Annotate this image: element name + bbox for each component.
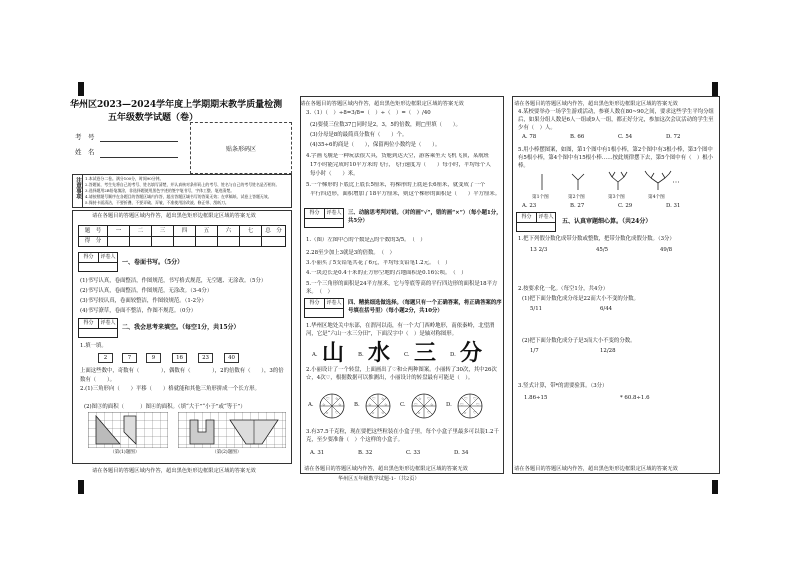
hanzi-option: 三	[414, 340, 437, 366]
spinner-wheel-b	[364, 392, 392, 420]
wheel-label: B.	[354, 402, 360, 408]
grader-reviewer-label: 评卷人	[100, 254, 116, 260]
question-2-2-text: 2.(1)三角形向（ ）平移（ ）格就能和其他三角形拼成一个长方形。	[80, 386, 260, 392]
grader-reviewer-label: 评卷人	[326, 300, 342, 306]
option-letter: A.	[312, 352, 318, 358]
svg-text:☆: ☆	[371, 410, 375, 415]
svg-text:☆: ☆	[368, 402, 372, 407]
score-table-header: 三	[152, 226, 174, 236]
barcode-area	[190, 122, 292, 174]
section1-item: (2)书写认真，卷面整洁，作图规范，无涂改。（3-4分）	[80, 288, 213, 294]
fraction-item: 6/44	[600, 306, 613, 312]
score-cell	[196, 237, 218, 247]
number-box: 40	[224, 353, 239, 363]
svg-text:♡: ♡	[460, 402, 464, 407]
spinner-wheel-d	[456, 392, 484, 420]
svg-text:☆: ☆	[418, 396, 422, 401]
question-4-4: 4.某校要举办一场学生游戏活动，参赛人数在80~90之间，要求这些学生平均分组后，如果分组人数是6人一组或9人一组，都正好分完，参加这次会议活动的学生至少有（ ）人。	[518, 109, 714, 131]
question-5-line: 平行四边形，面积增加了18平方厘米，则这个梯形的面积是（ ）平方厘米。	[310, 191, 501, 197]
grader-box	[78, 252, 118, 272]
question-4-line: 每小时（ ）米。	[310, 171, 359, 177]
option: B. 66	[570, 134, 585, 140]
score-table-header: 题 号	[79, 226, 108, 236]
notice-top-mid: 请在各题目的答题区域内作答，超出黑色矩形边框限定区域的答案无效	[300, 101, 464, 107]
option: D. 31	[666, 203, 681, 209]
hanzi-option: 山	[322, 340, 345, 366]
svg-text:♡: ♡	[473, 410, 477, 415]
figure-label: 第4个图	[648, 195, 665, 200]
notice-bottom-mid: 请在各题目的答题区域内作答，超出黑色矩形边框限定区域的答案无效	[304, 466, 468, 472]
svg-text:☆: ☆	[417, 410, 421, 415]
question-5-3: 3.竖式计算，带*的需要验算。（3分）	[518, 383, 608, 389]
score-table-header: 四	[174, 226, 196, 236]
section1-title: 一、卷面书写。（5分）	[122, 259, 184, 266]
grader-score-label: 得分	[517, 213, 537, 222]
grid-figure-1	[88, 412, 168, 448]
number-box: 7	[122, 353, 137, 363]
notice-bottom-right: 请在各题目的答题区域内作答，超出黑色矩形边框限定区域的答案无效	[514, 466, 678, 472]
notice-top-right: 请在各题目的答题区域内作答，超出黑色矩形边框限定区域的答案无效	[514, 101, 678, 107]
option-letter: D.	[450, 352, 456, 358]
spinner-wheel-a	[318, 392, 346, 420]
option: C. 54	[618, 134, 633, 140]
question-4-line: 17小时能完成时10平方米的飞行，飞行速度为（ ）每小时，平均每个人	[310, 162, 491, 168]
section3-item: 2.28至少加上3就是3的倍数。 （ ）	[306, 250, 395, 256]
calc-item: 1.86÷15	[524, 395, 548, 401]
registration-mark	[78, 82, 84, 96]
question-5-1: 1.把下列假分数化成带分数或整数，把带分数化成假分数。（3分）	[518, 236, 675, 242]
svg-text:☆: ☆	[381, 410, 385, 415]
exam-title: 华州区2023—2024学年度上学期期末教学质量检测	[70, 100, 283, 110]
exam-subtitle: 五年级数学试题（卷）	[108, 113, 199, 123]
svg-text:♡: ♡	[372, 396, 376, 401]
score-table-header: 五	[196, 226, 218, 236]
wheel-label: A.	[308, 402, 314, 408]
svg-text:☆: ☆	[381, 396, 385, 401]
figure-label: 第1个图	[532, 195, 549, 200]
number-box: 23	[198, 353, 213, 363]
wheel-label: D.	[446, 402, 452, 408]
registration-mark	[712, 82, 718, 96]
question-5-2: 2.按要求化一化。（每空1分，共4分）	[518, 286, 609, 292]
grader-reviewer-label: 评卷人	[326, 210, 342, 216]
question-5-2a: (1)把下面分数化成分母是22而大小不变的分数。	[522, 296, 639, 302]
section3-item: 3.小丽买了5支铅笔共花了6元，平均每支铅笔1.2元。 （ ）	[306, 260, 451, 266]
name-label: 姓 名	[75, 148, 95, 156]
hanzi-option: 水	[368, 340, 391, 366]
svg-text:♡: ♡	[427, 410, 431, 415]
svg-text:♡: ♡	[427, 396, 431, 401]
grader-box	[304, 298, 344, 318]
grader-box	[304, 208, 344, 228]
figure-label: 第3个图	[608, 195, 625, 200]
question-3-line: 3.（1）（ ）÷8=3/8=（ ）÷（ ）=（ ）/40	[306, 110, 431, 116]
exam-no-label: 考 号	[75, 133, 95, 141]
grader-box	[516, 212, 556, 232]
figure-label: （第(2)题图）	[212, 450, 242, 455]
question-4-1: 1.华州区地处关中东部，在渭河以南，有一个大门西岭地形，南依秦岭，北望渭河，它是“六山一水三分田”，下面汉字中（ ）是轴对称图形。	[306, 323, 495, 337]
question-4-2: 2.小丽设计了一个转盘，上面画出了♡和☆两种图案。小丽转了30次，其中26次☆，4次♡，根据数据可以推测出，小丽设计的转盘最有可能是（ ）。	[306, 367, 497, 381]
svg-text:♡: ♡	[464, 396, 468, 401]
grader-score-label: 得分	[305, 209, 325, 218]
fraction-item: 12/28	[600, 348, 616, 354]
question-3-line: (3)分母是8的最简真分数有（ ）个。	[310, 132, 408, 138]
instructions-box	[72, 174, 292, 208]
instruction-item: 4.请按照题号顺序在各题目的答题区域内作答，超出答题区域书写的答案无效；在草稿纸、试卷上答题无效。	[85, 194, 272, 199]
option-letter: C.	[404, 352, 410, 358]
fraction-item: 13 2/3	[530, 247, 548, 253]
score-table	[78, 225, 286, 247]
instruction-item: 5.保持卡面清洁，不要折叠、不要弄破、弄皱，不准使用涂改液、修正带、刮纸刀。	[85, 200, 229, 205]
question-4-5: 5.用小棒摆图案，如图，第1个图中有1根小棒，第2个图中有3根小棒，第3个图中有5根小棒，第4个图中有15根小棒……按此规律摆下去，第5个图中有（ ）根小棒。	[518, 147, 714, 169]
instructions-label: 注意事项	[75, 177, 81, 200]
svg-text:♡: ♡	[414, 402, 418, 407]
spinner-wheel-c	[410, 392, 438, 420]
figure-label: 第2个图	[568, 195, 585, 200]
grader-score-label: 得分	[305, 299, 325, 308]
option: B. 32	[358, 450, 373, 456]
score-cell	[130, 237, 152, 247]
option: C. 33	[406, 450, 421, 456]
score-cell	[174, 237, 196, 247]
svg-text:♡: ♡	[335, 410, 339, 415]
question-2-1-text: 上面这些数中，奇数有（ ），偶数有（ ），2的倍数有（ ），3的倍数有（ ）。	[80, 368, 284, 383]
wheel-label: C.	[400, 402, 406, 408]
grader-score-label: 得分	[79, 319, 99, 328]
question-3-line: (4)35÷6的商是（ ），保留两位小数约是（ ）。	[310, 142, 441, 148]
score-cell	[218, 237, 240, 247]
section1-item: (1)书写认真，卷面整洁，作图规范，书写格式规范，无空题、无涂改。（5分）	[80, 278, 267, 284]
page-footer: 华州区五年级数学试题-1-（共2页）	[338, 476, 420, 482]
score-cell	[240, 237, 262, 247]
option: D. 34	[454, 450, 469, 456]
stick-pattern-figure	[530, 170, 680, 192]
grader-reviewer-label: 评卷人	[100, 320, 116, 326]
svg-text:♡: ♡	[326, 396, 330, 401]
score-table-header: 总 分	[265, 228, 282, 234]
name-input[interactable]	[100, 157, 178, 158]
score-table-header: 二	[130, 226, 152, 236]
svg-text:☆: ☆	[430, 402, 434, 407]
score-cell	[152, 237, 174, 247]
section1-item: (4)书写潦草，卷面不整洁，作图不规范。（0分）	[80, 308, 197, 314]
instruction-item: 3.选择题用2B铅笔填涂，非选择题使用黑色字迹的签字笔书写，字体工整、笔迹清楚。	[85, 188, 235, 193]
section4-title: 四、精挑细选做选择。（每题只有一个正确答案，将正确答案的序号填在括号里）（每小题2分，共10分）	[348, 300, 502, 314]
number-box: 9	[146, 353, 161, 363]
instruction-item: 1.本试卷分二卷。满分100分，时间90分钟。	[85, 176, 164, 181]
option: A. 23	[522, 203, 537, 209]
section3-item: 1.（图）左图中○的个数是△的个数的3/5。 （ ）	[306, 237, 426, 243]
option-letter: B.	[358, 352, 364, 358]
svg-text:♡: ♡	[476, 402, 480, 407]
score-table-header: 一	[108, 226, 130, 236]
notice-mid-left: 请在各题目的答题区域内作答，超出黑色矩形边框限定区域的答案无效	[92, 213, 256, 219]
question-2-2-sub: (2)图③的面积（ ）图④的面积。（填“大于”“小于”或“等于”）	[84, 404, 246, 410]
question-5-2b: (2)把下面分数化成分子是3而大小不变的分数。	[522, 338, 636, 344]
option: A. 78	[522, 134, 537, 140]
grader-reviewer-label: 评卷人	[538, 214, 554, 220]
svg-text:♡: ♡	[473, 396, 477, 401]
svg-text:☆: ☆	[463, 410, 467, 415]
exam-no-input[interactable]	[100, 141, 178, 142]
svg-text:☆: ☆	[384, 402, 388, 407]
grader-score-label: 得分	[79, 253, 99, 262]
option: D. 72	[666, 134, 681, 140]
option: C. 29	[618, 203, 633, 209]
section1-item: (3)书写较认真，卷面较整洁，作图较规范。（1-2分）	[80, 298, 207, 304]
svg-text:☆: ☆	[322, 402, 326, 407]
score-cell	[262, 237, 285, 247]
score-cell	[108, 237, 130, 247]
number-box: 2	[98, 353, 113, 363]
question-4-3: 3.有37.5千克粒，现在要把这些粒装在小盒子里，每个小盒子里最多可以装1.2千克，至少要准备（ ）个这样的小盒子。	[306, 429, 499, 443]
instruction-item: 2.答题前，考生先将自己的考号、姓名填写清楚，并认真核对条形码上的考号、姓名与自己的考号姓名是否相符。	[85, 182, 280, 187]
fraction-item: 45/5	[596, 247, 609, 253]
section3-item: 4.一块边长是0.4千米的正方形空地的占地面积是0.16公顷。 （ ）	[306, 270, 467, 276]
barcode-area-label: 贴条形码区	[225, 145, 256, 153]
figure-label: （第(1)题图）	[110, 450, 140, 455]
fraction-item: 5/11	[530, 306, 543, 312]
number-box: 16	[172, 353, 187, 363]
fraction-item: 49/8	[660, 247, 673, 253]
section3-item: 5.一个三角形的面积是24平方厘米，它与等底等高的平行四边形的面积是18平方米。 （ ）	[306, 281, 498, 295]
fraction-item: 1/7	[530, 348, 539, 354]
registration-mark	[712, 480, 718, 494]
calc-item: * 60.8÷1.6	[620, 395, 650, 401]
hanzi-option: 分	[460, 340, 483, 366]
question-4-line: 4.字画飞舰是一种玩法很大具，货舱到达天空，游客乘坐天飞机飞顶，某航班	[306, 153, 490, 159]
svg-text:☆: ☆	[335, 396, 339, 401]
grader-box	[78, 318, 118, 338]
notice-bottom-left: 请在各题目的答题区域内作答，超出黑色矩形边框限定区域的答案无效	[92, 468, 256, 474]
score-table-header: 七	[240, 226, 262, 236]
section5-title: 五、认真审题细心算。（共24分）	[562, 218, 652, 225]
option: B. 27	[570, 203, 585, 209]
svg-text:☆: ☆	[325, 410, 329, 415]
question-2-1: 1.填一填。	[80, 343, 107, 349]
section3-title: 三、动脑思考判对错。（对的画“√”，错的画“×”）（每小题1分，共5分）	[348, 210, 502, 224]
question-3-line: (2)要使三位数37□同时是2，3，5的倍数，则□里填（ ）。	[310, 122, 461, 128]
grid-figure-2	[178, 412, 286, 448]
score-row-label: 得 分	[79, 237, 108, 247]
section2-title: 二、我会思考来填空。（每空1分，共15分）	[122, 324, 240, 331]
svg-text:☆: ☆	[338, 402, 342, 407]
registration-mark	[78, 480, 84, 494]
question-5-line: 5.一个梯形的下底比上底长5厘米，将梯形的上底延长6厘米，就变成了一个	[306, 182, 486, 188]
option: A. 31	[310, 450, 325, 456]
score-table-header: 六	[218, 226, 240, 236]
